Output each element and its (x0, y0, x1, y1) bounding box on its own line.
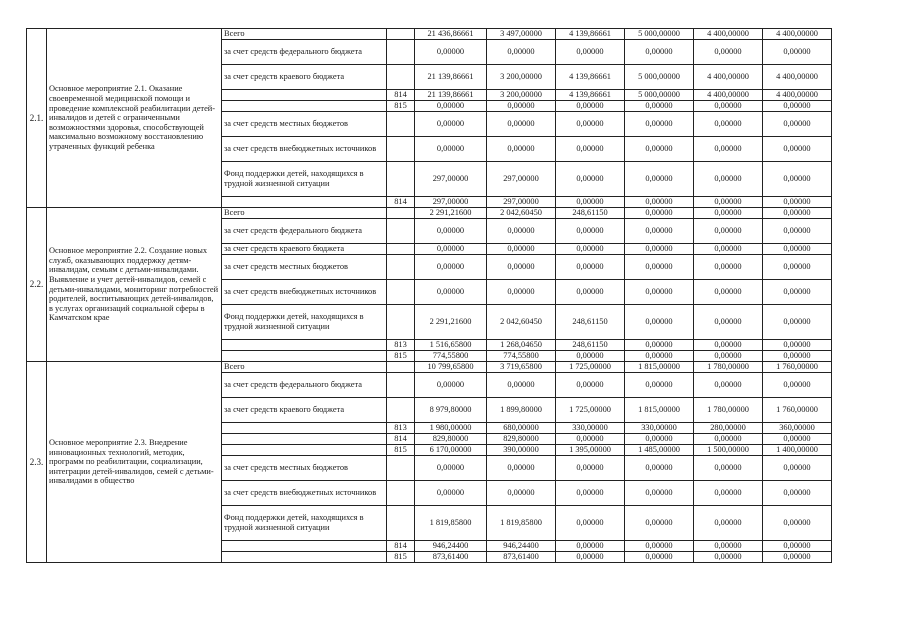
total-amount-cell: 0,00000 (415, 244, 487, 255)
budget-code (387, 481, 415, 506)
section-index: 2.2. (27, 208, 47, 362)
total-amount-cell: 0,00000 (415, 280, 487, 305)
funding-source-label (222, 423, 387, 434)
year-amount-cell: 0,00000 (694, 541, 763, 552)
year-amount-cell: 4 400,00000 (694, 65, 763, 90)
year-amount-cell: 0,00000 (625, 541, 694, 552)
funding-source-label: за счет средств местных бюджетов (222, 112, 387, 137)
funding-source-label: Всего (222, 362, 387, 373)
section-index: 2.1. (27, 29, 47, 208)
year-amount-cell: 0,00000 (694, 255, 763, 280)
year-amount-cell: 0,00000 (625, 208, 694, 219)
year-amount-cell: 4 139,86661 (556, 90, 625, 101)
year-amount-cell: 0,00000 (556, 219, 625, 244)
total-amount-cell: 0,00000 (415, 456, 487, 481)
funding-source-label: за счет средств краевого бюджета (222, 65, 387, 90)
budget-code (387, 362, 415, 373)
budget-table-body (27, 29, 832, 563)
year-amount-cell: 248,61150 (556, 208, 625, 219)
budget-code (387, 219, 415, 244)
year-amount-cell: 0,00000 (694, 340, 763, 351)
funding-source-label: за счет средств федерального бюджета (222, 40, 387, 65)
year-amount-cell: 0,00000 (763, 552, 832, 563)
budget-code (387, 280, 415, 305)
total-amount-cell: 774,55800 (415, 351, 487, 362)
year-amount-cell: 0,00000 (694, 162, 763, 197)
year-amount-cell: 0,00000 (763, 137, 832, 162)
year-amount-cell: 0,00000 (556, 456, 625, 481)
funding-source-label (222, 434, 387, 445)
year-amount-cell: 4 400,00000 (763, 90, 832, 101)
funding-source-label (222, 90, 387, 101)
funding-source-label: за счет средств местных бюджетов (222, 456, 387, 481)
year-amount-cell: 1 819,85800 (487, 506, 556, 541)
total-amount-cell: 0,00000 (415, 137, 487, 162)
funding-source-label (222, 101, 387, 112)
year-amount-cell: 0,00000 (625, 255, 694, 280)
year-amount-cell: 0,00000 (694, 373, 763, 398)
year-amount-cell: 2 042,60450 (487, 208, 556, 219)
year-amount-cell: 0,00000 (763, 351, 832, 362)
year-amount-cell: 0,00000 (556, 541, 625, 552)
total-amount-cell: 21 139,86661 (415, 65, 487, 90)
total-amount-cell: 946,24400 (415, 541, 487, 552)
budget-code (387, 137, 415, 162)
year-amount-cell: 1 815,00000 (625, 398, 694, 423)
year-amount-cell: 0,00000 (556, 197, 625, 208)
year-amount-cell: 0,00000 (763, 434, 832, 445)
year-amount-cell: 0,00000 (763, 506, 832, 541)
year-amount-cell: 0,00000 (487, 373, 556, 398)
year-amount-cell: 0,00000 (625, 101, 694, 112)
year-amount-cell: 0,00000 (694, 137, 763, 162)
budget-code: 814 (387, 90, 415, 101)
year-amount-cell: 3 200,00000 (487, 90, 556, 101)
year-amount-cell: 0,00000 (694, 351, 763, 362)
year-amount-cell: 0,00000 (694, 112, 763, 137)
year-amount-cell: 390,00000 (487, 445, 556, 456)
year-amount-cell: 0,00000 (625, 552, 694, 563)
year-amount-cell: 0,00000 (625, 197, 694, 208)
year-amount-cell: 0,00000 (487, 219, 556, 244)
year-amount-cell: 4 139,86661 (556, 29, 625, 40)
budget-code (387, 112, 415, 137)
funding-source-label (222, 197, 387, 208)
funding-source-label (222, 552, 387, 563)
year-amount-cell: 297,00000 (487, 197, 556, 208)
budget-code: 814 (387, 434, 415, 445)
activity-description: Основное мероприятие 2.3. Внедрение инновационных технологий, методик, программ по реабилитации, социализации, интеграции детей-инвалидов, семей с детьми-инвалидами в общество (47, 362, 222, 563)
year-amount-cell: 0,00000 (694, 481, 763, 506)
year-amount-cell: 0,00000 (694, 456, 763, 481)
year-amount-cell: 0,00000 (487, 280, 556, 305)
activity-description: Основное мероприятие 2.2. Создание новых служб, оказывающих поддержку детям-инвалидам, семьям с детьми-инвалидами. Выявление и учет детей-инвалидов, семей с детьми-инвалидами, мониторинг потребностей родителей, воспитывающих детей-инвалидов, в услугах организаций социальной сферы в Камчатском крае (47, 208, 222, 362)
year-amount-cell: 946,24400 (487, 541, 556, 552)
year-amount-cell: 4 400,00000 (694, 29, 763, 40)
year-amount-cell: 297,00000 (487, 162, 556, 197)
year-amount-cell: 0,00000 (625, 137, 694, 162)
year-amount-cell: 0,00000 (556, 351, 625, 362)
year-amount-cell: 0,00000 (625, 162, 694, 197)
year-amount-cell: 0,00000 (763, 208, 832, 219)
funding-source-label: за счет средств федерального бюджета (222, 373, 387, 398)
activity-description: Основное мероприятие 2.1. Оказание своевременной медицинской помощи и проведение комплексной реабилитации детей-инвалидов и детей с ограниченными возможностями здоровья, способствующей максимально возможному восстановлению утраченных функций ребенка (47, 29, 222, 208)
total-amount-cell: 829,80000 (415, 434, 487, 445)
funding-source-label: за счет средств краевого бюджета (222, 244, 387, 255)
year-amount-cell: 0,00000 (487, 481, 556, 506)
year-amount-cell: 330,00000 (625, 423, 694, 434)
year-amount-cell: 0,00000 (556, 280, 625, 305)
budget-code (387, 29, 415, 40)
year-amount-cell: 248,61150 (556, 305, 625, 340)
year-amount-cell: 0,00000 (694, 101, 763, 112)
total-amount-cell: 6 170,00000 (415, 445, 487, 456)
year-amount-cell: 0,00000 (556, 40, 625, 65)
year-amount-cell: 0,00000 (694, 305, 763, 340)
year-amount-cell: 1 780,00000 (694, 362, 763, 373)
budget-code: 813 (387, 423, 415, 434)
total-amount-cell: 8 979,80000 (415, 398, 487, 423)
budget-code: 815 (387, 445, 415, 456)
year-amount-cell: 1 485,00000 (625, 445, 694, 456)
year-amount-cell: 5 000,00000 (625, 90, 694, 101)
year-amount-cell: 0,00000 (625, 112, 694, 137)
budget-code (387, 456, 415, 481)
year-amount-cell: 0,00000 (556, 373, 625, 398)
total-amount-cell: 297,00000 (415, 197, 487, 208)
budget-code: 814 (387, 197, 415, 208)
year-amount-cell: 1 500,00000 (694, 445, 763, 456)
funding-source-label: Фонд поддержки детей, находящихся в трудной жизненной ситуации (222, 162, 387, 197)
total-amount-cell: 0,00000 (415, 373, 487, 398)
funding-source-label: за счет средств внебюджетных источников (222, 280, 387, 305)
year-amount-cell: 774,55800 (487, 351, 556, 362)
year-amount-cell: 0,00000 (625, 40, 694, 65)
total-amount-cell: 1 819,85800 (415, 506, 487, 541)
total-amount-cell: 873,61400 (415, 552, 487, 563)
budget-code: 815 (387, 552, 415, 563)
year-amount-cell: 3 200,00000 (487, 65, 556, 90)
budget-code: 815 (387, 101, 415, 112)
year-amount-cell: 0,00000 (487, 456, 556, 481)
year-amount-cell: 0,00000 (763, 197, 832, 208)
table-row (27, 208, 832, 219)
year-amount-cell: 1 760,00000 (763, 362, 832, 373)
budget-code (387, 162, 415, 197)
year-amount-cell: 4 400,00000 (763, 29, 832, 40)
year-amount-cell: 0,00000 (763, 219, 832, 244)
year-amount-cell: 0,00000 (763, 456, 832, 481)
year-amount-cell: 280,00000 (694, 423, 763, 434)
year-amount-cell: 1 400,00000 (763, 445, 832, 456)
year-amount-cell: 0,00000 (556, 552, 625, 563)
year-amount-cell: 0,00000 (763, 255, 832, 280)
budget-code: 814 (387, 541, 415, 552)
funding-source-label: за счет средств внебюджетных источников (222, 481, 387, 506)
year-amount-cell: 0,00000 (763, 40, 832, 65)
year-amount-cell: 0,00000 (625, 456, 694, 481)
total-amount-cell: 0,00000 (415, 255, 487, 280)
year-amount-cell: 0,00000 (556, 434, 625, 445)
budget-code (387, 244, 415, 255)
budget-code: 815 (387, 351, 415, 362)
budget-code (387, 305, 415, 340)
year-amount-cell: 0,00000 (487, 101, 556, 112)
total-amount-cell: 0,00000 (415, 40, 487, 65)
total-amount-cell: 21 436,86661 (415, 29, 487, 40)
budget-code (387, 40, 415, 65)
budget-code (387, 506, 415, 541)
year-amount-cell: 360,00000 (763, 423, 832, 434)
year-amount-cell: 0,00000 (625, 506, 694, 541)
year-amount-cell: 3 497,00000 (487, 29, 556, 40)
funding-source-label (222, 445, 387, 456)
year-amount-cell: 1 760,00000 (763, 398, 832, 423)
total-amount-cell: 2 291,21600 (415, 305, 487, 340)
year-amount-cell: 0,00000 (556, 162, 625, 197)
funding-source-label: за счет средств федерального бюджета (222, 219, 387, 244)
total-amount-cell: 0,00000 (415, 481, 487, 506)
year-amount-cell: 1 725,00000 (556, 398, 625, 423)
funding-source-label: Всего (222, 208, 387, 219)
year-amount-cell: 0,00000 (763, 244, 832, 255)
year-amount-cell: 0,00000 (487, 112, 556, 137)
year-amount-cell: 0,00000 (694, 208, 763, 219)
year-amount-cell: 0,00000 (556, 137, 625, 162)
year-amount-cell: 0,00000 (625, 373, 694, 398)
year-amount-cell: 4 400,00000 (694, 90, 763, 101)
funding-source-label (222, 541, 387, 552)
year-amount-cell: 0,00000 (694, 219, 763, 244)
total-amount-cell: 10 799,65800 (415, 362, 487, 373)
year-amount-cell: 680,00000 (487, 423, 556, 434)
funding-source-label: Фонд поддержки детей, находящихся в трудной жизненной ситуации (222, 305, 387, 340)
total-amount-cell: 297,00000 (415, 162, 487, 197)
year-amount-cell: 1 268,04650 (487, 340, 556, 351)
year-amount-cell: 0,00000 (763, 481, 832, 506)
year-amount-cell: 1 780,00000 (694, 398, 763, 423)
year-amount-cell: 3 719,65800 (487, 362, 556, 373)
year-amount-cell: 0,00000 (625, 244, 694, 255)
funding-source-label (222, 340, 387, 351)
total-amount-cell: 2 291,21600 (415, 208, 487, 219)
year-amount-cell: 0,00000 (763, 340, 832, 351)
year-amount-cell: 0,00000 (487, 255, 556, 280)
funding-source-label (222, 351, 387, 362)
year-amount-cell: 0,00000 (763, 373, 832, 398)
year-amount-cell: 0,00000 (487, 137, 556, 162)
year-amount-cell: 0,00000 (763, 280, 832, 305)
year-amount-cell: 0,00000 (556, 255, 625, 280)
year-amount-cell: 0,00000 (694, 434, 763, 445)
year-amount-cell: 5 000,00000 (625, 65, 694, 90)
budget-code (387, 208, 415, 219)
year-amount-cell: 4 139,86661 (556, 65, 625, 90)
year-amount-cell: 0,00000 (625, 434, 694, 445)
year-amount-cell: 1 395,00000 (556, 445, 625, 456)
table-row (27, 362, 832, 373)
section-index: 2.3. (27, 362, 47, 563)
table-row (27, 29, 832, 40)
budget-table (26, 28, 832, 563)
funding-source-label: за счет средств внебюджетных источников (222, 137, 387, 162)
total-amount-cell: 1 516,65800 (415, 340, 487, 351)
year-amount-cell: 2 042,60450 (487, 305, 556, 340)
year-amount-cell: 829,80000 (487, 434, 556, 445)
year-amount-cell: 4 400,00000 (763, 65, 832, 90)
year-amount-cell: 0,00000 (625, 351, 694, 362)
year-amount-cell: 0,00000 (556, 101, 625, 112)
year-amount-cell: 0,00000 (763, 162, 832, 197)
year-amount-cell: 0,00000 (625, 280, 694, 305)
year-amount-cell: 330,00000 (556, 423, 625, 434)
total-amount-cell: 1 980,00000 (415, 423, 487, 434)
budget-code: 813 (387, 340, 415, 351)
year-amount-cell: 0,00000 (625, 219, 694, 244)
total-amount-cell: 0,00000 (415, 101, 487, 112)
year-amount-cell: 0,00000 (694, 280, 763, 305)
year-amount-cell: 0,00000 (763, 305, 832, 340)
year-amount-cell: 1 725,00000 (556, 362, 625, 373)
budget-code (387, 255, 415, 280)
year-amount-cell: 0,00000 (625, 340, 694, 351)
year-amount-cell: 0,00000 (694, 40, 763, 65)
budget-code (387, 398, 415, 423)
year-amount-cell: 0,00000 (487, 244, 556, 255)
year-amount-cell: 1 815,00000 (625, 362, 694, 373)
year-amount-cell: 0,00000 (763, 112, 832, 137)
budget-code (387, 373, 415, 398)
funding-source-label: за счет средств краевого бюджета (222, 398, 387, 423)
year-amount-cell: 0,00000 (694, 506, 763, 541)
total-amount-cell: 21 139,86661 (415, 90, 487, 101)
year-amount-cell: 0,00000 (556, 481, 625, 506)
budget-code (387, 65, 415, 90)
year-amount-cell: 873,61400 (487, 552, 556, 563)
year-amount-cell: 0,00000 (556, 244, 625, 255)
year-amount-cell: 0,00000 (763, 541, 832, 552)
year-amount-cell: 0,00000 (625, 481, 694, 506)
year-amount-cell: 0,00000 (625, 305, 694, 340)
year-amount-cell: 0,00000 (694, 244, 763, 255)
funding-source-label: Всего (222, 29, 387, 40)
year-amount-cell: 0,00000 (556, 112, 625, 137)
year-amount-cell: 5 000,00000 (625, 29, 694, 40)
year-amount-cell: 248,61150 (556, 340, 625, 351)
year-amount-cell: 0,00000 (694, 197, 763, 208)
year-amount-cell: 0,00000 (694, 552, 763, 563)
total-amount-cell: 0,00000 (415, 219, 487, 244)
funding-source-label: Фонд поддержки детей, находящихся в трудной жизненной ситуации (222, 506, 387, 541)
year-amount-cell: 0,00000 (763, 101, 832, 112)
year-amount-cell: 1 899,80000 (487, 398, 556, 423)
funding-source-label: за счет средств местных бюджетов (222, 255, 387, 280)
year-amount-cell: 0,00000 (556, 506, 625, 541)
total-amount-cell: 0,00000 (415, 112, 487, 137)
year-amount-cell: 0,00000 (487, 40, 556, 65)
